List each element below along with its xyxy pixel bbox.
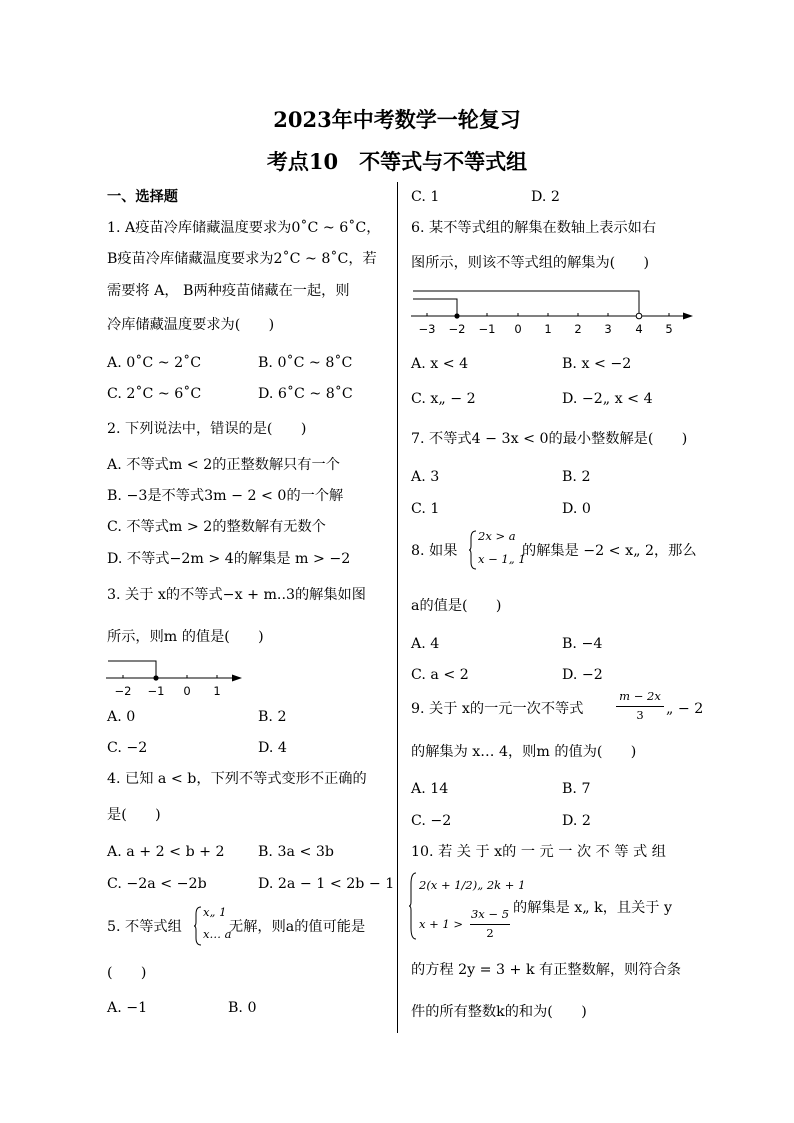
question-8-option-b[interactable]: B. −4 — [562, 636, 603, 652]
q9-fraction-numerator: m − 2x — [619, 689, 661, 703]
question-1-option-d[interactable]: D. 6˚C ~ 8˚C — [258, 386, 353, 402]
question-3-option-a[interactable]: A. 0 — [107, 709, 136, 725]
question-2-stem: 2. 下列说法中，错误的是( ) — [107, 421, 307, 437]
q3-tick-label: −1 — [147, 684, 165, 698]
question-5-option-b[interactable]: B. 0 — [228, 1000, 257, 1016]
question-2-option-c[interactable]: C. 不等式m > 2的整数解有无数个 — [107, 519, 326, 535]
question-1-line-3: 需要将 A， B两种疫苗储藏在一起，则 — [107, 283, 350, 299]
q10-brace — [409, 872, 417, 940]
page-title: 2023年中考数学一轮复习 — [273, 107, 521, 132]
question-7-option-d[interactable]: D. 0 — [562, 501, 591, 517]
q6-tick-label: 1 — [544, 322, 552, 336]
column-divider — [397, 182, 398, 1033]
question-5-option-d[interactable]: D. 2 — [531, 189, 560, 205]
q6-tick-label: 2 — [574, 322, 582, 336]
question-10-line-1: 10. 若 关 于 x的 一 元 一 次 不 等 式 组 — [411, 844, 666, 860]
question-7-option-c[interactable]: C. 1 — [411, 501, 440, 517]
question-1-option-b[interactable]: B. 0˚C ~ 8˚C — [258, 355, 353, 371]
question-5-option-a[interactable]: A. −1 — [107, 1000, 148, 1016]
q5-brace — [194, 906, 202, 946]
question-2-option-a[interactable]: A. 不等式m < 2的正整数解只有一个 — [107, 457, 340, 473]
question-6-option-b[interactable]: B. x < −2 — [562, 356, 632, 372]
question-3-line-2: 所示，则m 的值是( ) — [107, 629, 264, 645]
q10-fraction-denominator: 2 — [486, 926, 494, 940]
question-1-line-1: 1. A疫苗冷库储藏温度要求为0˚C ~ 6˚C， — [107, 220, 381, 236]
q8-system-line-1: 2x > a — [478, 529, 516, 543]
question-6-number-line — [411, 287, 701, 327]
q6-tick-label: 0 — [514, 322, 522, 336]
q6-tick-label: 4 — [635, 322, 643, 336]
question-6-line-2: 图所示，则该不等式组的解集为( ) — [411, 255, 650, 271]
question-9-option-d[interactable]: D. 2 — [562, 813, 591, 829]
question-4-option-d[interactable]: D. 2a − 1 < 2b − 1 — [258, 876, 395, 892]
q10-fraction-numerator: 3x − 5 — [470, 907, 510, 921]
question-8-text: 的解集是 −2 < x„ 2，那么 — [522, 543, 697, 559]
question-5-text: 无解，则a的值可能是 — [229, 919, 366, 935]
question-10-text: 的解集是 x„ k，且关于 y — [513, 900, 672, 916]
q3-tick-label: 1 — [213, 684, 221, 698]
page-subtitle: 考点10 不等式与不等式组 — [266, 149, 528, 174]
question-8-line-2: a的值是( ) — [411, 598, 502, 614]
q3-tick-label: −2 — [114, 684, 132, 698]
question-8-label: 8. 如果 — [411, 543, 458, 559]
question-1-line-2: B疫苗冷库储藏温度要求为2˚C ~ 8˚C，若 — [107, 251, 377, 267]
q9-fraction-denominator: 3 — [636, 708, 644, 722]
question-4-line-2: 是( ) — [107, 807, 161, 823]
q6-tick-label: −3 — [418, 322, 436, 336]
question-8-option-a[interactable]: A. 4 — [411, 636, 440, 652]
question-10-line-3: 件的所有整数k的和为( ) — [411, 1004, 587, 1020]
question-5-label: 5. 不等式组 — [107, 919, 182, 935]
question-10-line-2: 的方程 2y = 3 + k 有正整数解，则符合条 — [411, 962, 681, 978]
question-9-option-c[interactable]: C. −2 — [411, 813, 452, 829]
question-7-option-a[interactable]: A. 3 — [411, 469, 440, 485]
question-5-option-c[interactable]: C. 1 — [411, 189, 440, 205]
question-6-option-a[interactable]: A. x < 4 — [411, 356, 469, 372]
question-3-option-d[interactable]: D. 4 — [258, 740, 287, 756]
question-1-line-4: 冷库储藏温度要求为( ) — [107, 317, 275, 333]
q5-system-line-1: x„ 1 — [203, 905, 227, 919]
question-9-option-b[interactable]: B. 7 — [562, 781, 591, 797]
q9-fraction-bar — [616, 706, 664, 707]
q8-system-line-2: x − 1„ 1 — [478, 552, 526, 566]
question-8-option-d[interactable]: D. −2 — [562, 667, 603, 683]
question-8-option-c[interactable]: C. a < 2 — [411, 667, 469, 683]
question-7-stem: 7. 不等式4 − 3x < 0的最小整数解是( ) — [411, 431, 688, 447]
q6-tick-label: 5 — [665, 322, 673, 336]
question-7-option-b[interactable]: B. 2 — [562, 469, 591, 485]
question-1-option-c[interactable]: C. 2˚C ~ 6˚C — [107, 386, 202, 402]
question-5-blank: ( ) — [107, 965, 147, 981]
question-4-option-b[interactable]: B. 3a < 3b — [258, 844, 334, 860]
q6-tick-label: 3 — [604, 322, 612, 336]
question-3-option-c[interactable]: C. −2 — [107, 740, 148, 756]
q10-system-line-1: 2(x + 1/2)„ 2k + 1 — [419, 878, 526, 892]
question-9-label: 9. 关于 x的一元一次不等式 — [411, 701, 584, 717]
question-4-option-a[interactable]: A. a + 2 < b + 2 — [107, 844, 225, 860]
question-6-line-1: 6. 某不等式组的解集在数轴上表示如右 — [411, 220, 657, 236]
section-heading: 一、选择题 — [107, 189, 178, 205]
q3-tick-label: 0 — [183, 684, 191, 698]
question-3-option-b[interactable]: B. 2 — [258, 709, 287, 725]
question-3-line-1: 3. 关于 x的不等式−x + m..3的解集如图 — [107, 587, 366, 603]
question-9-text: „ − 2 — [666, 701, 704, 717]
question-1-option-a[interactable]: A. 0˚C ~ 2˚C — [107, 355, 202, 371]
q6-tick-label: −2 — [448, 322, 466, 336]
q6-tick-label: −1 — [478, 322, 496, 336]
q8-brace — [469, 530, 477, 570]
q5-system-line-2: x… a — [203, 927, 232, 941]
question-2-option-b[interactable]: B. −3是不等式3m − 2 < 0的一个解 — [107, 488, 344, 504]
question-4-line-1: 4. 已知 a < b，下列不等式变形不正确的 — [107, 771, 367, 787]
question-6-option-c[interactable]: C. x„ − 2 — [411, 391, 476, 407]
q10-fraction-bar — [470, 924, 510, 925]
question-9-line-2: 的解集为 x… 4，则m 的值为( ) — [411, 744, 637, 760]
question-9-option-a[interactable]: A. 14 — [411, 781, 449, 797]
question-6-option-d[interactable]: D. −2„ x < 4 — [562, 391, 653, 407]
question-2-option-d[interactable]: D. 不等式−2m > 4的解集是 m > −2 — [107, 551, 351, 567]
question-4-option-c[interactable]: C. −2a < −2b — [107, 876, 207, 892]
q10-system-line-2: x + 1 > — [419, 917, 464, 931]
